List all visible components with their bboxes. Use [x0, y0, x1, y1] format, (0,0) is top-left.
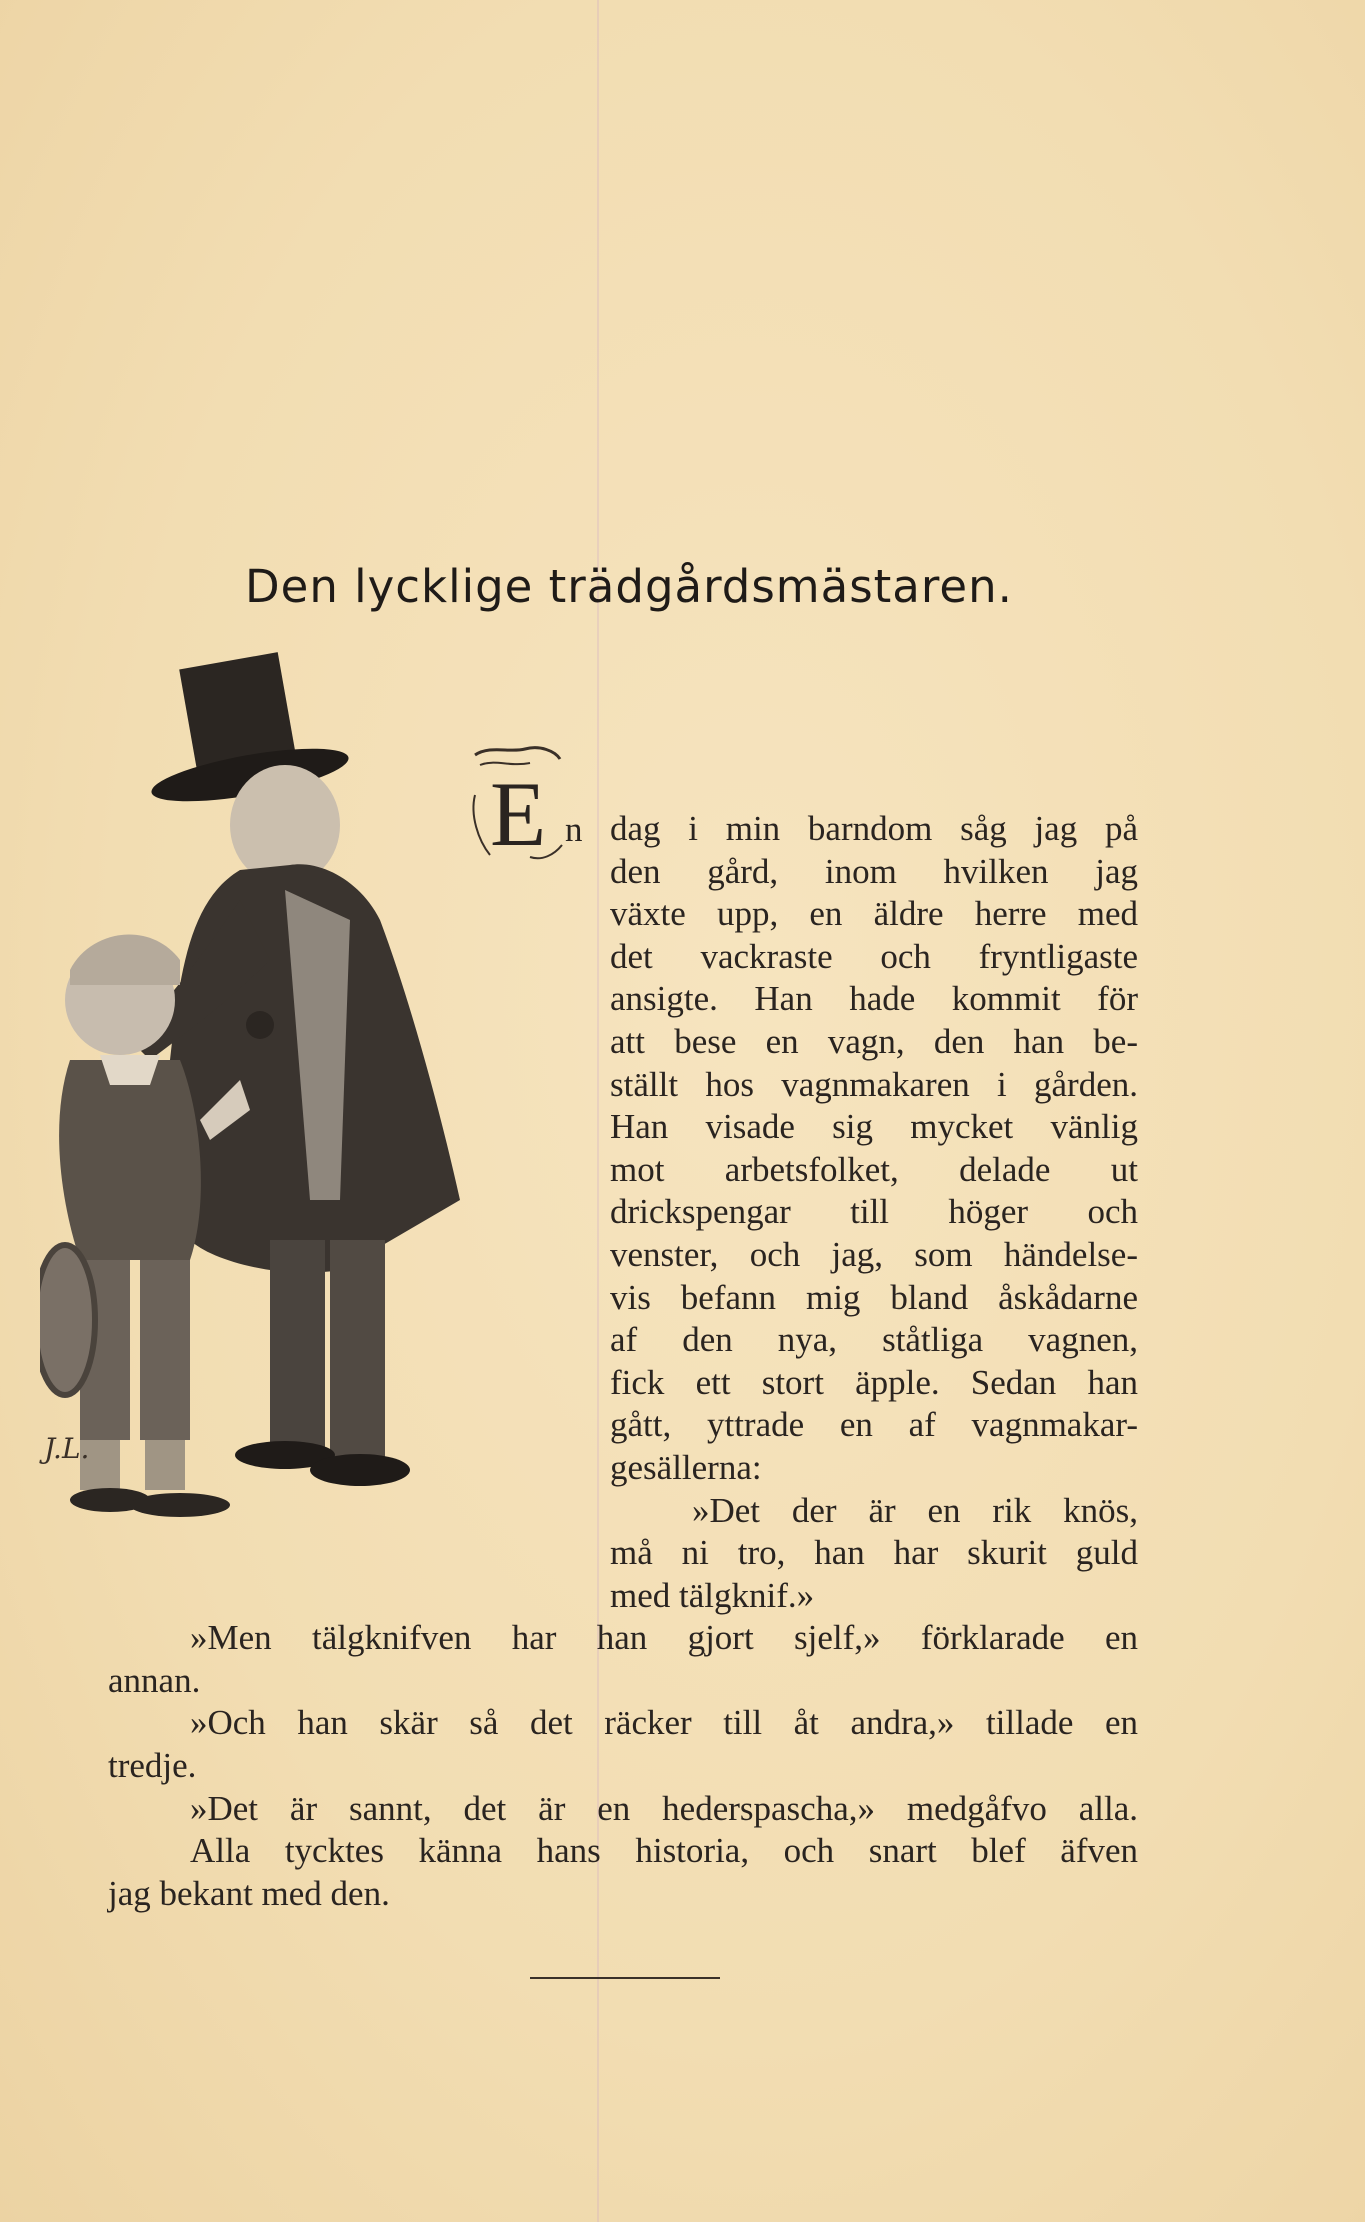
text-line: växte upp, en äldre herre med [610, 894, 1138, 934]
text-line: Han visade sig mycket vänlig [610, 1107, 1138, 1147]
text-line: jag bekant med den. [108, 1873, 390, 1913]
section-divider [530, 1977, 720, 1979]
illustration-signature: J.L. [44, 1432, 90, 1465]
text-line: »Men tälgknifven har han gjort sjelf,» förklarade en [190, 1618, 1138, 1658]
story-text [108, 808, 1138, 1915]
dropcap-letter: E [490, 763, 547, 865]
text-line: ansigte. Han hade kommit för [610, 979, 1138, 1019]
text-line: »Det der är en rik knös, [692, 1490, 1138, 1530]
text-line: att bese en vagn, den han be- [610, 1021, 1138, 1061]
text-line: med tälgknif.» [610, 1575, 815, 1615]
text-line: tredje. [108, 1746, 197, 1786]
page-title: Den lycklige trädgårdsmästaren. [245, 560, 1013, 613]
text-line: fick ett stort äpple. Sedan han [610, 1362, 1138, 1402]
text-line: Alla tycktes känna hans historia, och snart blef äfven [190, 1831, 1138, 1871]
text-line: dag i min barndom såg jag på [610, 809, 1138, 848]
text-line: af den nya, ståtliga vagnen, [610, 1320, 1138, 1360]
text-line: »Det är sannt, det är en hederspascha,» medgåfvo alla. [190, 1788, 1138, 1828]
text-line: annan. [108, 1660, 201, 1700]
text-line: vis befann mig bland åskådarne [610, 1277, 1138, 1317]
text-line: venster, och jag, som händelse- [610, 1234, 1138, 1274]
text-line: drickspengar till höger och [610, 1192, 1138, 1232]
text-line: gått, yttrade en af vagnmakar- [610, 1405, 1138, 1445]
text-line: gesällerna: [610, 1447, 762, 1487]
dropcap-rest: n [565, 810, 583, 849]
text-line: den gård, inom hvilken jag [610, 851, 1138, 891]
text-line: må ni tro, han har skurit guld [610, 1533, 1138, 1573]
text-line: ställt hos vagnmakaren i gården. [610, 1064, 1138, 1104]
text-line: mot arbetsfolket, delade ut [610, 1149, 1138, 1189]
text-line: »Och han skär så det räcker till åt andra,» tillade en [190, 1703, 1138, 1743]
text-line: det vackraste och fryntligaste [610, 936, 1138, 976]
